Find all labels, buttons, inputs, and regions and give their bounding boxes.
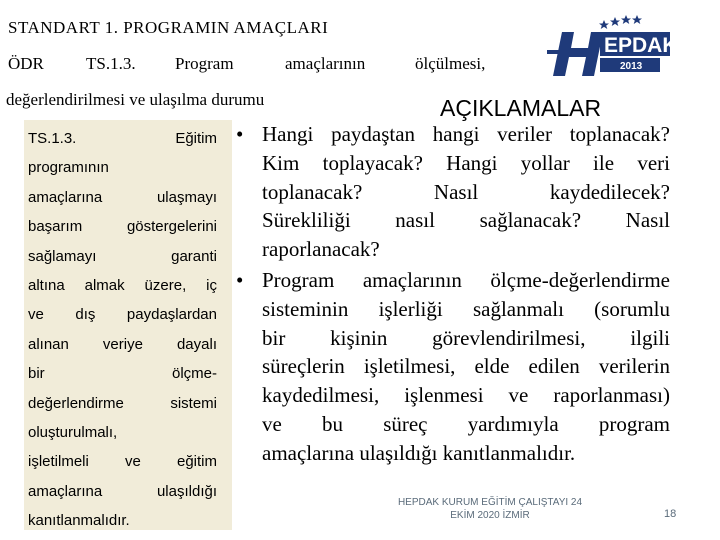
logo-text: EPDAK xyxy=(604,34,672,57)
footer xyxy=(360,496,620,522)
header-word-program: Program xyxy=(175,54,234,73)
left-panel-line: başarım göstergelerini xyxy=(28,218,217,236)
left-panel-line: oluşturulmalı, xyxy=(28,424,118,442)
bullet-item xyxy=(234,120,670,264)
bullet-line: Program amaçlarının ölçme-değerlendirme xyxy=(262,267,670,292)
left-panel-line: ve dış paydaşlardan xyxy=(28,306,217,324)
header-word-amaclarinin: amaçlarının xyxy=(285,54,366,73)
bullet-line: raporlanacak? xyxy=(262,237,380,262)
bullet-list xyxy=(234,120,670,468)
bullet-line: Kim toplayacak? Hangi yollar ile veri xyxy=(262,150,670,175)
left-panel-line: amaçlarına ulaşıldığı xyxy=(28,482,217,500)
left-panel-line: bir ölçme- xyxy=(28,365,217,383)
bullet-line: sisteminin işlerliği sağlanmalı (sorumlu xyxy=(262,296,670,321)
left-panel-line: sağlamayı garanti xyxy=(28,247,217,265)
page-number: 18 xyxy=(664,508,677,520)
bullet-line: Hangi paydaştan hangi veriler toplanacak? xyxy=(262,122,670,146)
header-line3: değerlendirilmesi ve ulaşılma durumu xyxy=(6,90,265,109)
left-panel-line: değerlendirme sistemi xyxy=(28,394,217,412)
section-title: AÇIKLAMALAR xyxy=(440,95,602,121)
left-panel-line: programının xyxy=(28,159,109,177)
bullet-dot-icon: • xyxy=(236,122,244,146)
bullet-item xyxy=(234,266,670,468)
left-panel-line: altına almak üzere, iç xyxy=(28,277,217,295)
page-title: STANDART 1. PROGRAMIN AMAÇLARI xyxy=(8,18,329,37)
header-odr: ÖDR xyxy=(8,54,44,73)
bullet-line: süreçlerin işletilmesi, elde edilen verilerin xyxy=(262,354,670,379)
left-panel-line: kanıtlanmalıdır. xyxy=(28,512,130,530)
logo-stars-icon xyxy=(599,15,642,29)
left-panel-line: TS.1.3. Eğitim xyxy=(28,130,217,147)
bullet-line: toplanacak? Nasıl kaydedilecek? xyxy=(262,179,670,204)
bullet-line: kaydedilmesi, işlenmesi ve raporlanması) xyxy=(262,383,670,408)
logo-swoosh-icon xyxy=(547,50,577,54)
footer-line1: HEPDAK KURUM EĞİTİM ÇALIŞTAYI 24 xyxy=(397,497,583,508)
footer-line2: EKİM 2020 İZMİR xyxy=(450,510,530,521)
logo-year: 2013 xyxy=(620,61,643,72)
bullet-line: bir kişinin görevlendirilmesi, ilgili xyxy=(262,325,670,350)
header-code: TS.1.3. xyxy=(86,54,136,73)
bullet-line: ve bu süreç yardımıyla program xyxy=(262,411,670,436)
hepdak-logo xyxy=(544,10,672,80)
bullet-line: Sürekliliği nasıl sağlanacak? Nasıl xyxy=(262,208,670,233)
left-panel-line: amaçlarına ulaşmayı xyxy=(28,188,217,206)
bullet-line: amaçlarına ulaşıldığı kanıtlanmalıdır. xyxy=(262,440,576,465)
header-word-olculmesi: ölçülmesi, xyxy=(415,54,486,73)
left-panel xyxy=(24,120,232,530)
hepdak-logo-graphic xyxy=(544,10,672,80)
left-panel-text xyxy=(28,124,217,536)
left-panel-line: işletilmeli ve eğitim xyxy=(28,453,217,471)
left-panel-line: alınan veriye dayalı xyxy=(28,335,217,353)
bullet-dot-icon: • xyxy=(236,267,244,292)
